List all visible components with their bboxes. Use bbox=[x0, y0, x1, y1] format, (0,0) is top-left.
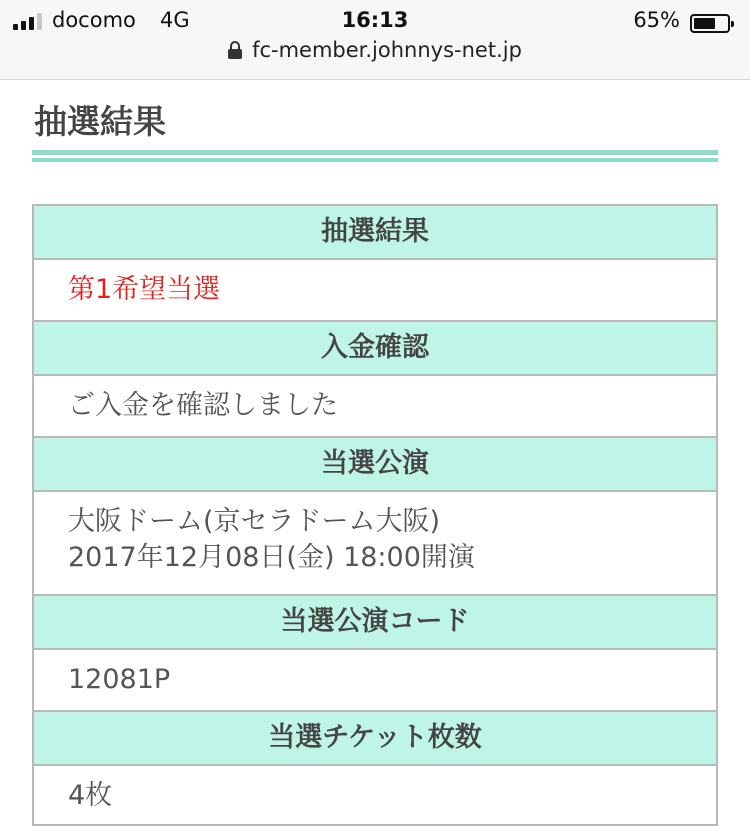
clock: 16:13 bbox=[341, 8, 409, 32]
url-text: fc-member.johnnys-net.jp bbox=[252, 38, 522, 62]
lottery-result-text: 第1希望当選 bbox=[68, 274, 221, 305]
carrier-name: docomo bbox=[52, 8, 136, 32]
battery-percentage: 65% bbox=[633, 8, 680, 32]
network-type: 4G bbox=[160, 8, 190, 32]
address-bar[interactable] bbox=[0, 38, 750, 70]
payment-confirmation-text: ご入金を確認しました bbox=[68, 390, 338, 421]
ticket-count-text: 4枚 bbox=[68, 780, 113, 811]
section-header-ticket-count: 当選チケット枚数 bbox=[34, 712, 716, 766]
browser-chrome bbox=[0, 0, 750, 80]
battery-icon bbox=[690, 14, 730, 33]
performance-code-text: 12081P bbox=[68, 664, 171, 695]
title-divider bbox=[32, 150, 718, 164]
section-header-performance-code: 当選公演コード bbox=[34, 596, 716, 650]
performance-venue: 大阪ドーム(京セラドーム大阪) bbox=[68, 506, 441, 537]
result-table bbox=[32, 204, 718, 826]
payment-confirmation-value bbox=[34, 376, 716, 438]
status-bar bbox=[0, 6, 750, 38]
section-header-winning-performance: 当選公演 bbox=[34, 438, 716, 492]
lock-icon bbox=[228, 41, 242, 59]
page-title: 抽選結果 bbox=[34, 102, 166, 141]
section-header-lottery-result: 抽選結果 bbox=[34, 206, 716, 260]
performance-datetime: 2017年12月08日(金) 18:00開演 bbox=[68, 542, 475, 573]
winning-performance-value bbox=[34, 492, 716, 596]
ticket-count-value bbox=[34, 766, 716, 826]
performance-code-value bbox=[34, 650, 716, 712]
section-header-payment-confirmation: 入金確認 bbox=[34, 322, 716, 376]
lottery-result-value bbox=[34, 260, 716, 322]
